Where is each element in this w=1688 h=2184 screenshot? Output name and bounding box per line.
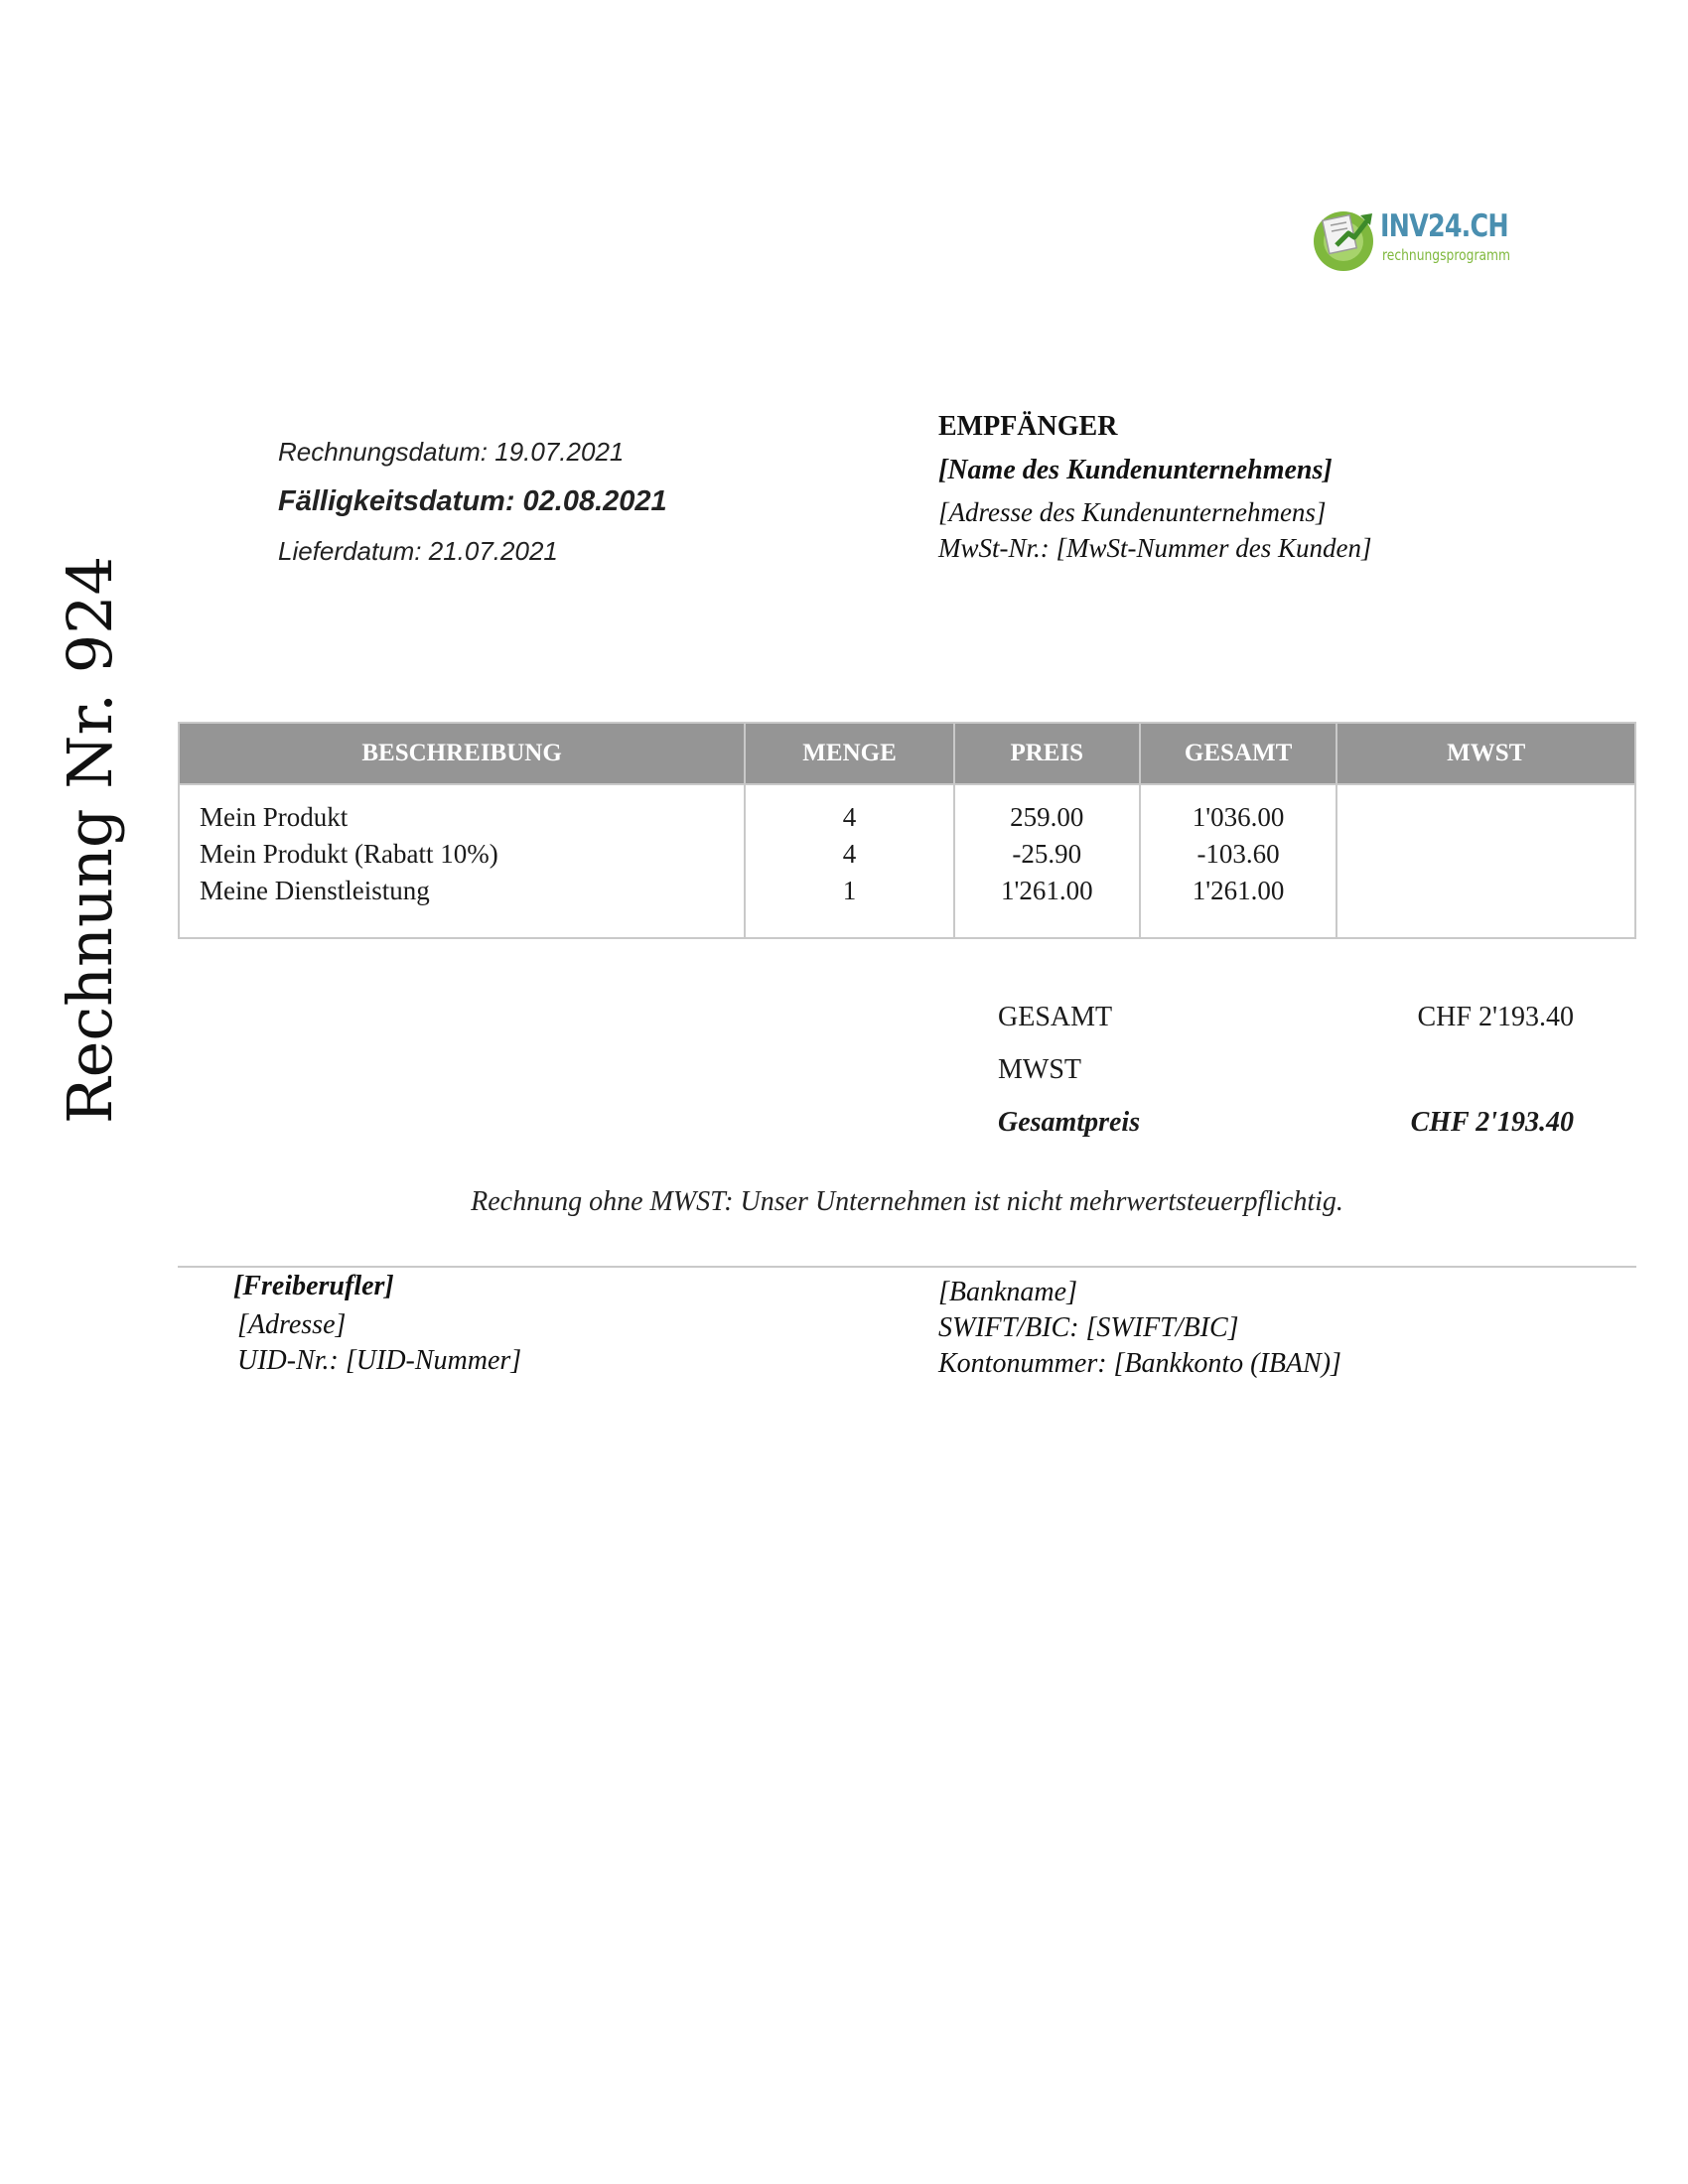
- invoice-date: Rechnungsdatum: 19.07.2021: [278, 437, 625, 467]
- bank-name: [Bankname]: [938, 1277, 1077, 1307]
- item-quantity: 1: [842, 876, 857, 905]
- bank-block: [938, 1275, 1341, 1382]
- sender-name: [Freiberufler]: [233, 1271, 394, 1301]
- due-date: Fälligkeitsdatum: 02.08.2021: [278, 485, 667, 517]
- grand-total-value: CHF 2'193.40: [1410, 1107, 1574, 1138]
- item-quantity: 4: [842, 802, 857, 832]
- logo-tagline: rechnungsprogramm: [1382, 246, 1511, 264]
- recipient-heading: EMPFÄNGER: [938, 411, 1118, 442]
- sender-address: [Adresse]: [237, 1309, 347, 1340]
- item-description: Mein Produkt (Rabatt 10%): [200, 839, 498, 869]
- recipient-address: [Adresse des Kundenunternehmens]: [938, 497, 1327, 527]
- item-description: Mein Produkt: [200, 802, 349, 832]
- bank-account: Kontonummer: [Bankkonto (IBAN)]: [938, 1348, 1341, 1379]
- column-header-price: PREIS: [954, 723, 1140, 784]
- item-total: 1'036.00: [1192, 802, 1285, 832]
- vat-column: [1336, 784, 1635, 938]
- table-body-row: [179, 784, 1635, 938]
- logo-brand-text: INV24.CH: [1380, 208, 1508, 244]
- column-header-description: BESCHREIBUNG: [179, 723, 745, 784]
- table-header-row: [179, 723, 1635, 784]
- delivery-date: Lieferdatum: 21.07.2021: [278, 536, 558, 566]
- grand-total-label: Gesamtpreis: [998, 1107, 1141, 1138]
- column-header-vat: MWST: [1336, 723, 1635, 784]
- item-price: 1'261.00: [1000, 876, 1093, 905]
- invoice-title: Rechnung Nr. 924: [54, 555, 126, 1124]
- total-column: [1140, 784, 1337, 938]
- item-price: 259.00: [1010, 802, 1084, 832]
- item-description: Meine Dienstleistung: [200, 876, 430, 905]
- grand-total-row: [998, 1103, 1614, 1156]
- item-vat: [1337, 799, 1634, 836]
- subtotal-row: [998, 998, 1614, 1050]
- item-total: -103.60: [1196, 839, 1280, 869]
- item-price: -25.90: [1012, 839, 1082, 869]
- company-logo: [1309, 204, 1511, 273]
- column-header-total: GESAMT: [1140, 723, 1337, 784]
- bank-swift: SWIFT/BIC: [SWIFT/BIC]: [938, 1312, 1239, 1343]
- item-quantity: 4: [842, 839, 857, 869]
- sender-uid: UID-Nr.: [UID-Nummer]: [237, 1345, 522, 1376]
- invoice-dates: [278, 435, 667, 584]
- invoice-items-table: [178, 722, 1636, 939]
- vat-row: [998, 1050, 1614, 1103]
- item-vat: [1337, 836, 1634, 873]
- logo-badge-icon: [1309, 204, 1378, 273]
- recipient-name: [Name des Kundenunternehmens]: [938, 455, 1333, 485]
- column-header-quantity: MENGE: [745, 723, 954, 784]
- item-total: 1'261.00: [1192, 876, 1285, 905]
- recipient-vat-number: MwSt-Nr.: [MwSt-Nummer des Kunden]: [938, 533, 1372, 563]
- subtotal-value: CHF 2'193.40: [1417, 1002, 1574, 1032]
- sender-block: [233, 1266, 521, 1379]
- totals-block: [998, 998, 1614, 1156]
- description-column: [179, 784, 745, 938]
- price-column: [954, 784, 1140, 938]
- vat-label: MWST: [998, 1054, 1081, 1085]
- vat-exemption-note: Rechnung ohne MWST: Unser Unternehmen ist nicht mehrwertsteuerpflichtig.: [471, 1186, 1343, 1217]
- recipient-block: [938, 407, 1372, 566]
- quantity-column: [745, 784, 954, 938]
- item-vat: [1337, 873, 1634, 909]
- subtotal-label: GESAMT: [998, 1002, 1113, 1032]
